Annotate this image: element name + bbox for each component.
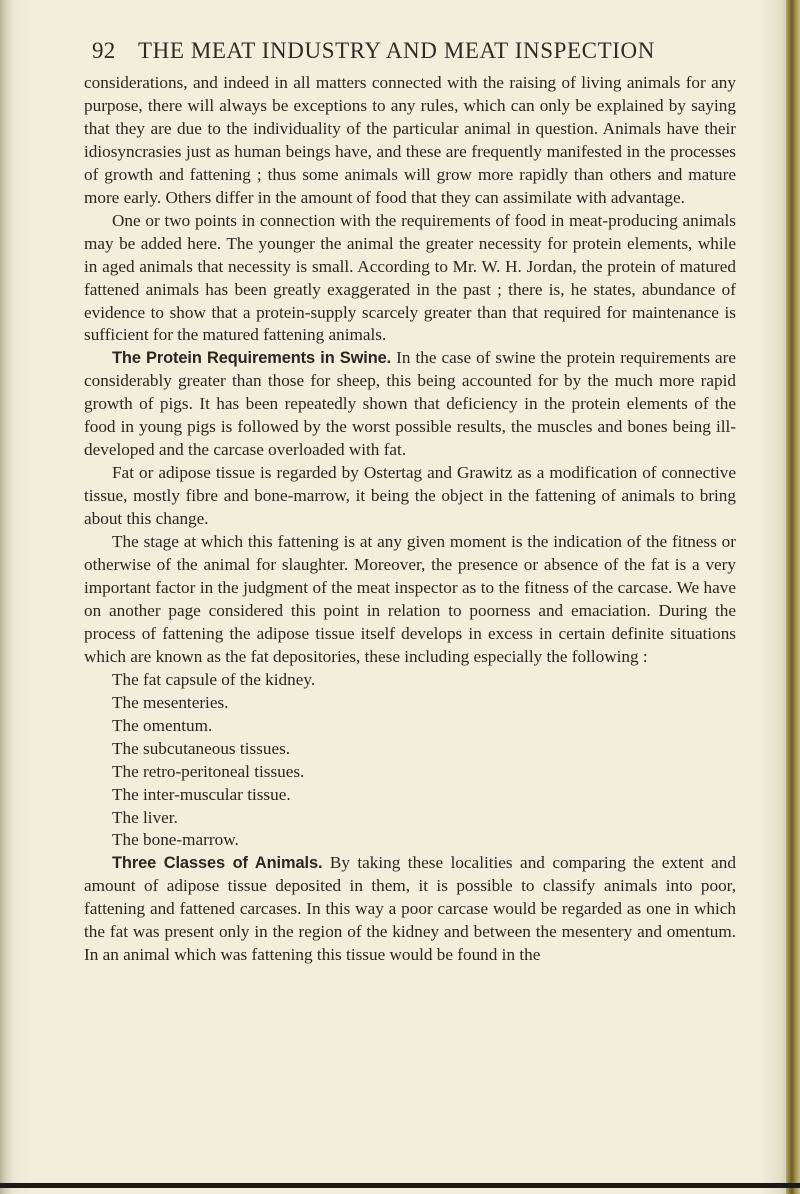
bottom-rule — [0, 1183, 800, 1188]
fat-depositories-list — [84, 669, 736, 853]
paragraph-text: One or two points in connection with the requirements of food in meat-producing animals may be added here. The younger the animal the greater necessity for protein elements, while in aged animals that necessity is small. According to Mr. W. H. Jordan, the protein of matured fattened animals has been greatly exaggerated in the past ; there is, he states, abundance of evidence to show that a protein-supply scarcely greater than that required for maintenance is sufficient for the matured fattening animals. — [84, 210, 736, 345]
page-number: 92 — [92, 38, 116, 63]
page-edge — [786, 0, 800, 1194]
book-spine-shadow — [0, 0, 12, 1194]
paragraph-text: By taking these localities and comparing the extent and amount of adipose tissue deposited in them, it is possible to classify animals into poor, fattening and fattened carcases. In this way a poor carcase would be regarded as one in which the fat was present only in the region of the kidney and between the mesentery and omentum. In an animal which was fattening this tissue would be found in the — [84, 853, 736, 965]
list-item: The subcutaneous tissues. — [112, 738, 291, 758]
paragraph-text: Fat or adipose tissue is regarded by Ostertag and Grawitz as a modification of connective tissue, mostly fibre and bone-marrow, it being the object in the fattening of animals to bring about this change. — [84, 463, 736, 529]
list-item: The liver. — [112, 807, 178, 827]
list-item: The omentum. — [112, 715, 213, 735]
list-item: The bone-marrow. — [112, 830, 239, 850]
paragraph — [84, 347, 736, 462]
paragraph — [84, 462, 736, 531]
list-item: The inter-muscular tissue. — [112, 784, 291, 804]
paragraph-text: In the case of swine the protein requirements are considerably greater than those for sheep, this being accounted for by the much more rapid growth of pigs. It has been repeatedly shown that deficiency in the protein elements of the food in young pigs is followed by the worst possible results, the muscles and bones being ill-developed and the carcase overloaded with fat. — [84, 348, 737, 460]
list-item: The retro-peritoneal tissues. — [112, 761, 305, 781]
body-text — [84, 72, 736, 967]
paragraph — [84, 852, 736, 967]
paragraph-text: The stage at which this fattening is at any given moment is the indication of the fitness or otherwise of the animal for slaughter. Moreover, the presence or absence of the fat is a very important factor in the judgment of the meat inspector as to the fitness of the carcase. We have on another page considered this point in relation to poorness and emaciation. During the process of fattening the adipose tissue itself develops in excess in certain definite situations which are known as the fat depositories, these including especially the following : — [84, 532, 736, 666]
paragraph — [84, 72, 736, 210]
list-item: The fat capsule of the kidney. — [112, 669, 316, 689]
section-heading: The Protein Requirements in Swine. — [112, 349, 392, 368]
paragraph-text: considerations, and indeed in all matters connected with the raising of living animals for any purpose, there will always be exceptions to any rules, which can only be explained by saying that they are due to the individuality of the particular animal in question. Animals have their idiosyncrasies just as human beings have, and these are frequently manifested in the processes of growth and fattening ; thus some animals will grow more rapidly than others and mature more early. Others differ in the amount of food that they can assimilate with advantage. — [84, 73, 736, 207]
paragraph — [84, 210, 736, 348]
paragraph — [84, 531, 736, 669]
section-heading: Three Classes of Animals. — [112, 854, 323, 873]
page-header — [92, 38, 732, 68]
list-item: The mesenteries. — [112, 692, 229, 712]
running-head: THE MEAT INDUSTRY AND MEAT INSPECTION — [138, 38, 655, 63]
